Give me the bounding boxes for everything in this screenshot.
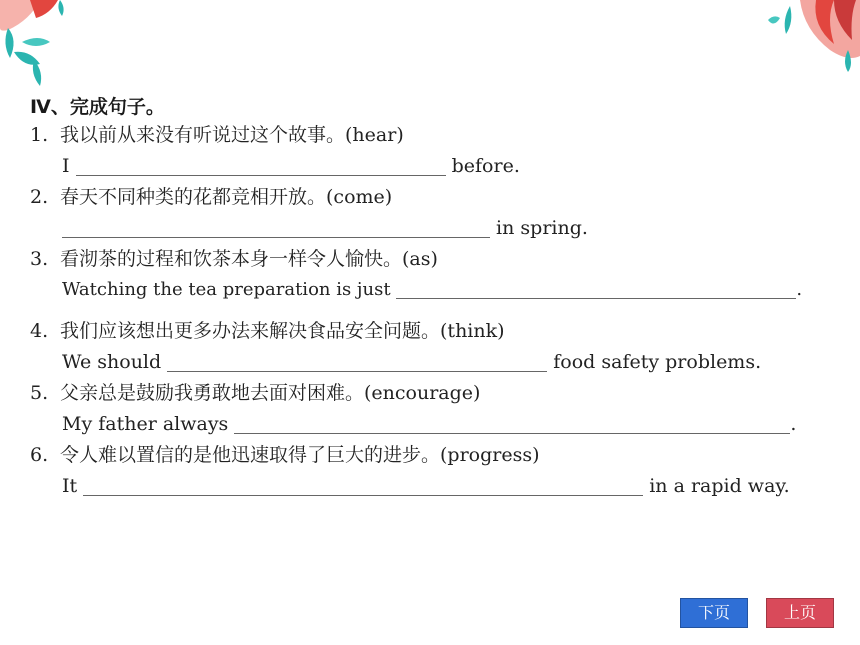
answer-line-3 [62, 277, 802, 303]
question-hint: (think) [440, 320, 505, 342]
question-number: 3. [30, 248, 49, 270]
question-prompt: 春天不同种类的花都竞相开放。 [60, 186, 327, 208]
floral-decoration-top-right [730, 0, 860, 72]
answer-prefix: My father always [62, 413, 229, 435]
answer-line-1 [62, 153, 520, 179]
answer-prefix: Watching the tea preparation is just [62, 279, 391, 300]
question-number: 2. [30, 186, 49, 208]
previous-page-button[interactable]: 上页 [766, 598, 834, 628]
question-3 [30, 246, 438, 272]
answer-blank[interactable] [396, 278, 796, 299]
answer-prefix: We should [62, 351, 162, 373]
question-1 [30, 122, 404, 148]
answer-line-2 [62, 215, 588, 241]
question-prompt: 我以前从来没有听说过这个故事。 [60, 124, 346, 146]
answer-prefix: It [62, 475, 78, 497]
answer-blank[interactable] [83, 475, 643, 496]
answer-blank[interactable] [234, 413, 790, 434]
section-title: Ⅳ、完成句子。 [30, 96, 165, 118]
question-number: 1. [30, 124, 49, 146]
answer-line-6 [62, 473, 790, 499]
question-prompt: 看沏茶的过程和饮茶本身一样令人愉快。 [60, 248, 403, 270]
question-hint: (progress) [440, 444, 540, 466]
floral-decoration-top-left [0, 0, 90, 90]
answer-blank[interactable] [62, 217, 490, 238]
answer-prefix: I [62, 155, 70, 177]
question-prompt: 令人难以置信的是他迅速取得了巨大的进步。 [60, 444, 441, 466]
answer-blank[interactable] [76, 155, 446, 176]
answer-suffix: in spring. [496, 217, 588, 239]
question-number: 6. [30, 444, 49, 466]
question-hint: (come) [326, 186, 393, 208]
question-prompt: 我们应该想出更多办法来解决食品安全问题。 [60, 320, 441, 342]
answer-line-4 [62, 349, 761, 375]
question-5 [30, 380, 480, 406]
question-4 [30, 318, 505, 344]
question-hint: (hear) [345, 124, 404, 146]
answer-suffix: in a rapid way. [649, 475, 790, 497]
answer-blank[interactable] [167, 351, 547, 372]
answer-suffix: before. [451, 155, 520, 177]
answer-suffix: food safety problems. [553, 351, 762, 373]
question-number: 4. [30, 320, 49, 342]
question-prompt: 父亲总是鼓励我勇敢地去面对困难。 [60, 382, 365, 404]
question-hint: (encourage) [364, 382, 481, 404]
answer-line-5 [62, 411, 796, 437]
answer-suffix: . [790, 413, 797, 435]
next-page-button[interactable]: 下页 [680, 598, 748, 628]
question-2 [30, 184, 392, 210]
answer-suffix: . [796, 279, 803, 300]
question-hint: (as) [402, 248, 438, 270]
question-number: 5. [30, 382, 49, 404]
question-6 [30, 442, 540, 468]
